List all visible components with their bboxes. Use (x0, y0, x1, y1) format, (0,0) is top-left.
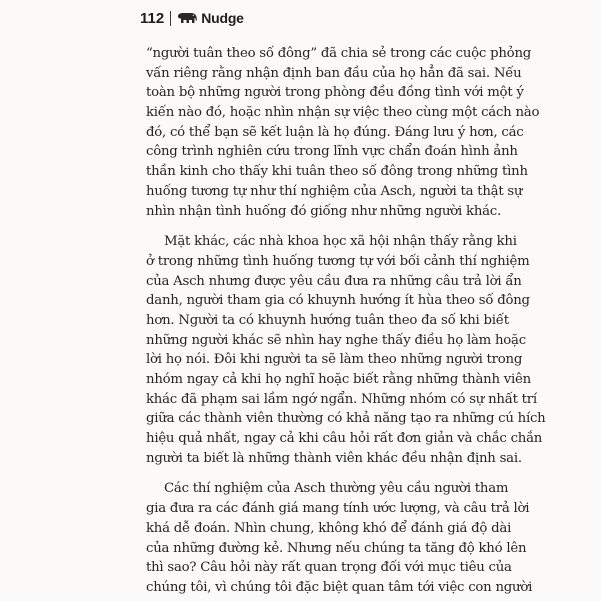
text-line: kiến nào đó, hoặc nhìn nhận sự việc theo cùng một cách nào (146, 105, 540, 121)
book-title: Nudge (201, 10, 244, 26)
text-line: nhóm ngay cả khi họ nghĩ hoặc biết rằng những thành viên (146, 372, 531, 387)
text-line: vấn riêng rằng nhận định ban đầu của họ hẳn đã sai. Nếu (146, 65, 522, 81)
text-line: ở trong những tình huống tương tự với bối cảnh thí nghiệm (146, 253, 530, 269)
page-header (140, 8, 244, 28)
text-line: khá dễ đoán. Nhìn chung, không khó để đánh giá độ dài (146, 520, 512, 536)
header-divider (170, 11, 171, 26)
text-line: công trình nghiên cứu trong lĩnh vực chẩn đoán hình ảnh (146, 144, 518, 160)
paragraph-spacer (146, 468, 474, 479)
text-line: những người khác sẽ nhìn hay nghe thấy điều họ làm hoặc (146, 332, 526, 348)
text-line: thần kinh cho thấy khi tuân theo số đông trong những tình (146, 164, 528, 180)
text-line: khác đã phạm sai lầm ngớ ngẩn. Những nhóm có sự nhất trí (146, 391, 537, 407)
text-line: thì sao? Câu hỏi này rất quan trọng đối với mục tiêu của (146, 560, 512, 576)
text-line: người ta biết là những thành viên khác đều nhận định sai. (146, 450, 522, 466)
book-logo (177, 10, 244, 26)
text-line: gia đưa ra các đánh giá mang tính ước lượng, và câu trả lời (146, 501, 530, 517)
paragraph-spacer (146, 221, 474, 232)
text-line: đó, có thể bạn sẽ kết luận là họ đúng. Đáng lưu ý hơn, các (146, 124, 524, 140)
text-line: chúng tôi, vì chúng tôi đặc biệt quan tâm tới việc con người (146, 579, 533, 595)
text-line: Các thí nghiệm của Asch thường yêu cầu người tham (164, 481, 509, 497)
elephant-icon (177, 12, 198, 24)
text-line: hơn. Người ta có khuynh hướng tuân theo đa số khi biết (146, 312, 509, 328)
text-line: huống tương tự như thí nghiệm của Asch, người ta thật sự (146, 183, 523, 199)
body-text (146, 44, 546, 598)
paragraph-1 (146, 44, 540, 221)
text-line: “người tuân theo số đông” đã chia sẻ trong các cuộc phỏng (146, 46, 532, 61)
page-number: 112 (140, 9, 165, 27)
text-line: hiệu quả nhất, ngay cả khi câu hỏi rất đơn giản và chắc chắn (146, 431, 543, 447)
text-line: của Asch nhưng được yêu cầu đưa ra những câu trả lời ẩn (146, 273, 522, 289)
text-line: toàn bộ những người trong phòng đều đồng tình với một ý (146, 85, 524, 101)
text-line: của những đường kẻ. Nhưng nếu chúng ta tăng độ khó lên (146, 540, 527, 556)
paragraph-2 (146, 232, 546, 468)
text-line: lời họ nói. Đôi khi người ta sẽ làm theo những người trong (146, 352, 523, 368)
paragraph-3 (146, 479, 533, 597)
text-line: giữa các thành viên thường có khả năng tạo ra những cú hích (146, 411, 546, 427)
text-line: nhìn nhận tình huống đó giống như những người khác. (146, 203, 501, 219)
text-line: danh, người tham gia có khuynh hướng ít hùa theo số đông (146, 293, 530, 309)
text-line: Mặt khác, các nhà khoa học xã hội nhận thấy rằng khi (164, 234, 517, 250)
